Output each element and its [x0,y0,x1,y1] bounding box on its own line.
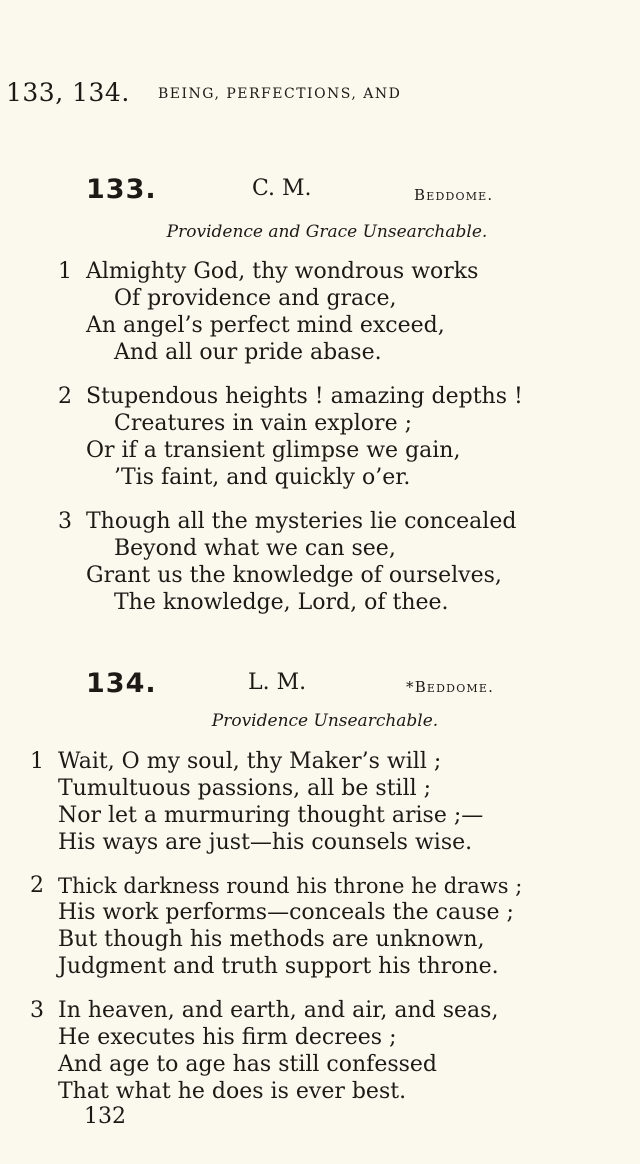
running-head-title: BEING, PERFECTIONS, AND [158,86,402,102]
stanza-number: 1 [58,259,72,284]
hymn-number: 134. [86,668,157,699]
running-head [6,78,640,108]
verse-line: That what he does is ever best. [58,1079,407,1104]
verse-line: Or if a transient glimpse we gain, [86,438,461,463]
verse-line: And age to age has still confessed [58,1052,438,1077]
verse-line: His ways are just—his counsels wise. [58,830,473,855]
hymn-133-header [0,174,640,208]
verse-line: Beyond what we can see, [114,536,396,561]
hymn-author: *Beddome. [406,678,495,696]
verse-line: Almighty God, thy wondrous works [86,259,479,284]
verse-line: An angel’s perfect mind exceed, [86,313,445,338]
verse-line: Stupendous heights ! amazing depths ! [86,384,523,409]
verse-line: The knowledge, Lord, of thee. [114,590,449,615]
hymn-number: 133. [86,174,157,205]
verse-line: ’Tis faint, and quickly o’er. [114,465,411,490]
hymn-subtitle: Providence Unsearchable. [211,711,439,731]
verse-line: But though his methods are unknown, [58,927,485,952]
verse-line: Wait, O my soul, thy Maker’s will ; [58,749,442,774]
stanza-number: 3 [30,998,44,1023]
verse-line: He executes his firm decrees ; [58,1025,397,1050]
hymn-134-header [0,668,640,702]
verse-line: Of providence and grace, [114,286,397,311]
hymn-subtitle: Providence and Grace Unsearchable. [166,222,488,242]
verse-line: Grant us the knowledge of ourselves, [86,563,502,588]
verse-line: Nor let a murmuring thought arise ;— [58,803,484,828]
hymn-author: Beddome. [414,186,494,204]
verse-line: And all our pride abase. [114,340,382,365]
stanza-number: 2 [58,384,72,409]
stanza-number: 3 [58,509,72,534]
verse-line: Tumultuous passions, all be still ; [58,776,432,801]
page-number: 132 [84,1104,126,1129]
verse-line: Thick darkness round his throne he draws ; [58,874,523,898]
verse-line: In heaven, and earth, and air, and seas, [58,998,499,1023]
verse-line: Though all the mysteries lie concealed [86,509,517,534]
stanza-number: 2 [30,873,44,898]
hymn-meter: C. M. [252,176,312,201]
hymn-meter: L. M. [248,670,307,695]
verse-line: Creatures in vain explore ; [114,411,412,436]
verse-line: Judgment and truth support his throne. [58,954,499,979]
running-head-hymn-numbers: 133, 134. [6,78,130,107]
stanza-number: 1 [30,749,44,774]
verse-line: His work performs—conceals the cause ; [58,900,514,925]
